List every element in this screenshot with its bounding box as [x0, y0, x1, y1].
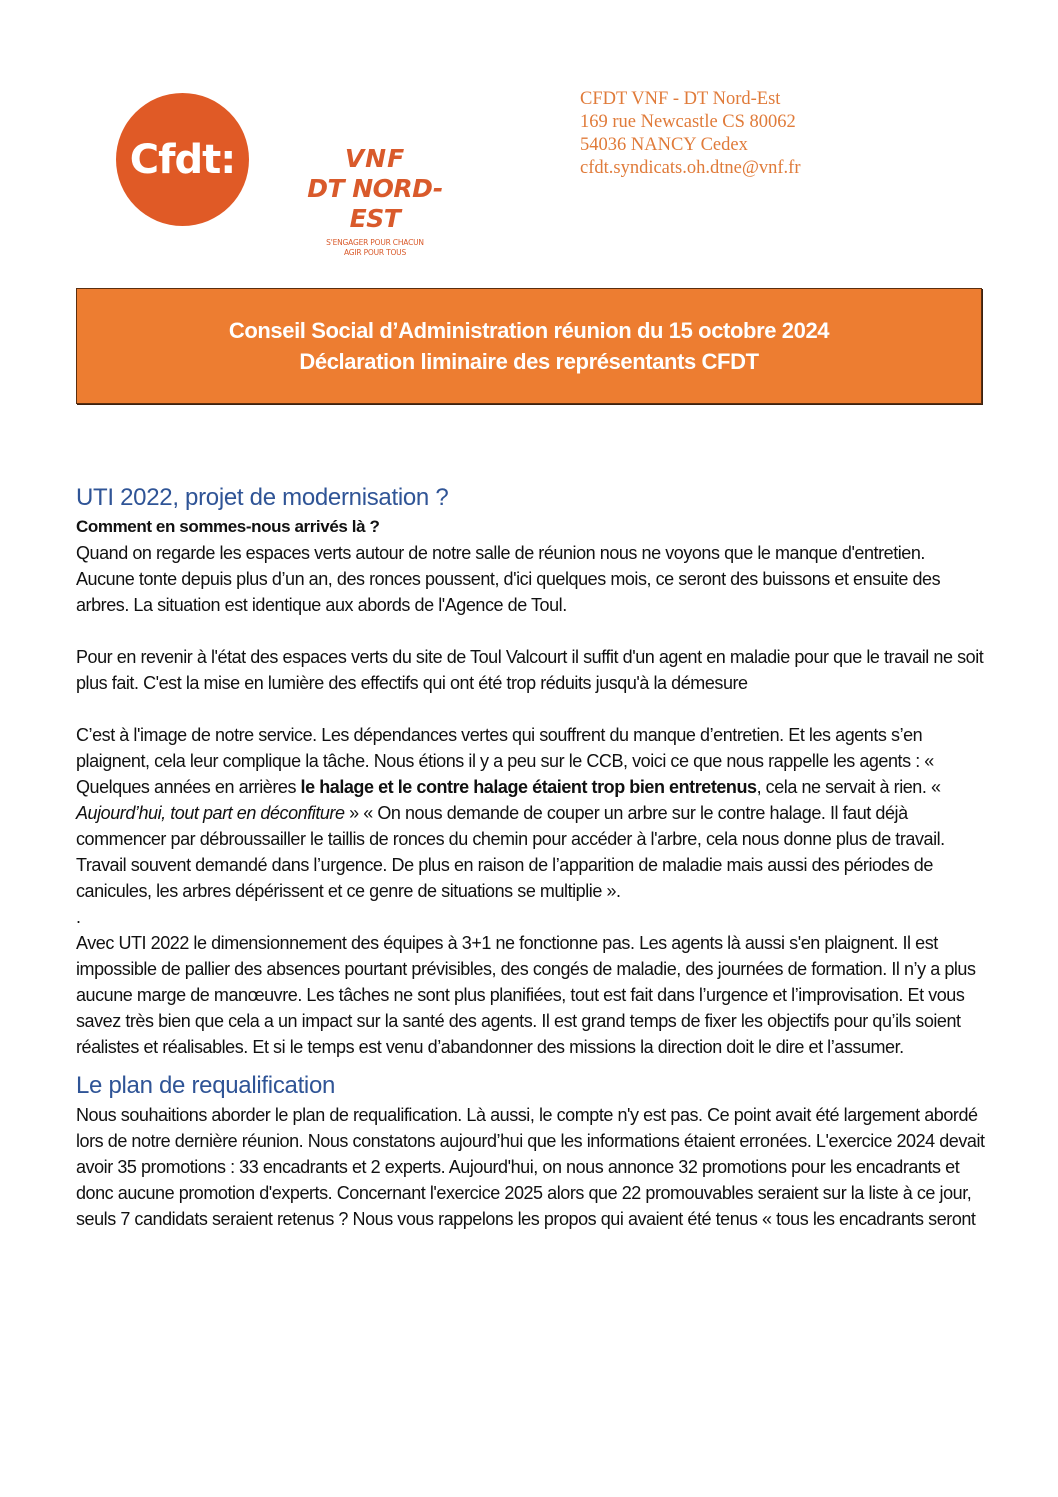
paragraph: Pour en revenir à l'état des espaces verts du site de Toul Valcourt il suffit d'un agent en maladie pour que le travail ne soit plus fait. C'est la mise en lumière des effectifs qui ont été trop réduits jusqu'à la démesure	[76, 647, 984, 693]
logo-tagline-1: S'ENGAGER POUR CHACUN	[326, 238, 424, 247]
address-line-1: CFDT VNF - DT Nord-Est	[580, 89, 781, 109]
document-title-box	[76, 288, 982, 404]
vnf-logo	[290, 144, 460, 258]
stray-dot: .	[76, 907, 81, 927]
paragraph: Avec UTI 2022 le dimensionnement des équipes à 3+1 ne fonctionne pas. Les agents là aussi s'en plaignent. Il est impossible de pallier des absences pourtant prévisibles, des congés de maladie, des journées de formation. Il n’y a plus aucune marge de manœuvre. Les tâches ne sont plus planifiées, tout est fait dans l’urgence et l’improvisation. Et vous savez très bien que cela a un impact sur la santé des agents. Il est grand temps de fixer les objectifs pour qu’ils soient réalistes et réalisables. Et si le temps est venu d’abandonner des missions la direction doit le dire et l’assumer.	[76, 933, 976, 1057]
document-body	[76, 482, 986, 1232]
sender-address	[580, 88, 800, 180]
text-run: C’est à l'image de notre service. Les dépendances vertes qui souffrent du manque d’entretien. Et les agents s’en plaignent, cela leur complique la tâche. Nous étions il y a peu sur le CCB, voici ce que nous rappelle les agents : « Quelques années en arrières	[76, 725, 934, 797]
bold-text-run: le halage et le contre halage étaient trop bien entretenus	[300, 777, 757, 797]
vnf-logo-line1: VNF	[344, 144, 406, 173]
text-run: » « On nous demande de couper un arbre sur le contre halage. Il faut déjà commencer par débroussailler le taillis de ronces du chemin pour accéder à l'arbre, cela nous donne plus de travail. Travail souvent demandé dans l’urgence. De plus en raison de l’apparition de maladie mais aussi des périodes de canicules, les arbres dépérissent et ce genre de situations se multiplie ».	[76, 803, 945, 901]
cfdt-logo	[116, 93, 249, 226]
document-title-line-1: Conseil Social d’Administration réunion du 15 octobre 2024	[228, 318, 830, 343]
paragraph: Quand on regarde les espaces verts autour de notre salle de réunion nous ne voyons que le manque d'entretien. Aucune tonte depuis plus d’un an, des ronces poussent, d'ici quelques mois, ce seront des buissons et ensuite des arbres. La situation est identique aux abords de l'Agence de Toul.	[76, 543, 941, 615]
text-run: , cela ne servait à rien. «	[756, 777, 941, 797]
paragraph: Nous souhaitions aborder le plan de requalification. Là aussi, le compte n'y est pas. Ce point avait été largement abordé lors de notre dernière réunion. Nous constatons aujourd’hui que les informations étaient erronées. L'exercice 2024 devait avoir 35 promotions : 33 encadrants et 2 experts. Aujourd'hui, on nous annonce 32 promotions pour les encadrants et donc aucune promotion d'experts. Concernant l'exercice 2025 alors que 22 promouvables seraient sur la liste à ce jour, seuls 7 candidats seraient retenus ? Nous vous rappelons les propos qui avaient été tenus « tous les encadrants seront	[76, 1105, 985, 1229]
section-heading-requalification: Le plan de requalification	[76, 1072, 336, 1099]
document-title-line-2: Déclaration liminaire des représentants CFDT	[299, 349, 759, 374]
paragraph-quote	[76, 722, 986, 904]
cfdt-logo-text: Cfdt:	[129, 136, 236, 183]
section-heading-uti-2022: UTI 2022, projet de modernisation ?	[76, 484, 449, 511]
vnf-logo-line2: DT NORD-EST	[307, 174, 443, 233]
address-line-3: 54036 NANCY Cedex	[580, 135, 748, 155]
logo-tagline-2: AGIR POUR TOUS	[343, 248, 407, 257]
italic-text-run: Aujourd’hui, tout part en déconfiture	[76, 803, 345, 823]
address-line-2: 169 rue Newcastle CS 80062	[580, 112, 796, 132]
address-email[interactable]: cfdt.syndicats.oh.dtne@vnf.fr	[580, 158, 801, 178]
section-subheading: Comment en sommes-nous arrivés là ?	[76, 517, 380, 536]
